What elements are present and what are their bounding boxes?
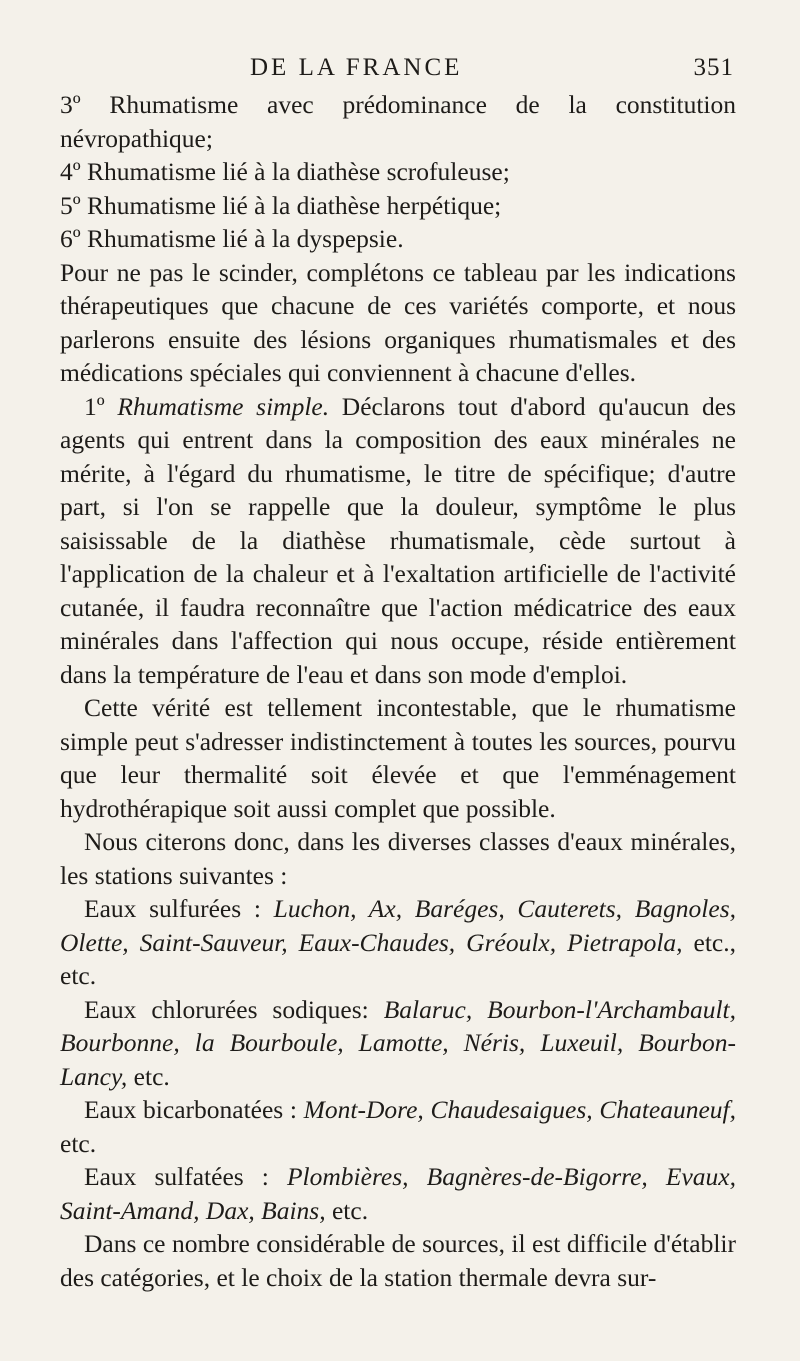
list-suffix: etc.	[331, 1195, 369, 1225]
water-class-label: Eaux sulfatées :	[84, 1162, 269, 1191]
list-suffix: etc.	[133, 1061, 170, 1091]
paragraph-rhumatisme-simple	[60, 390, 736, 692]
section-title: Rhumatisme simple.	[117, 391, 330, 421]
page-number: 351	[693, 54, 734, 81]
running-title: DE LA FRANCE	[250, 54, 463, 81]
station-list: Balaruc, Bourbon-l'Archambault, Bourbonne, la Bourboule, Lamotte, Néris, Luxeuil, Bourbon-Lancy,	[60, 994, 736, 1091]
paragraph-variety-3: 3º Rhumatisme avec prédominance de la constitution névropathique;	[60, 90, 736, 153]
paragraph-stations-intro: Nous citerons donc, dans les diverses classes d'eaux minérales, les stations suivantes :	[60, 827, 736, 890]
list-suffix: etc.	[60, 1128, 97, 1158]
section-number: 1º	[84, 391, 105, 421]
list-suffix: etc., etc.	[60, 927, 736, 990]
paragraph-eaux-sulfurees	[60, 892, 736, 993]
section-text: Déclarons tout d'abord qu'aucun des agents qui entrent dans la composition des eaux minérales ne mérite, à l'égard du rhumatisme, le titre de spécifique; d'autre part, si l'on se rappelle que la douleur, symptôme le plus saisissable de la diathèse rhumatismale, cède surtout à l'application de la chaleur et à l'exaltation artificielle de l'activité cutanée, il faudra reconnaître que l'action médicatrice des eaux minérales dans l'affection qui nous occupe, réside entièrement dans la température de l'eau et dans son mode d'emploi.	[60, 391, 736, 689]
paragraph-conclusion: Dans ce nombre considérable de sources, il est difficile d'établir des catégories, et le choix de la station thermale devra sur-	[60, 1229, 736, 1292]
paragraph-indications: Pour ne pas le scinder, complétons ce tableau par les indications thérapeutiques que chacune de ces variétés comporte, et nous parlerons ensuite des lésions organiques rhumatismales et des médications spéciales qui conviennent à chacune d'elles.	[60, 257, 736, 387]
page-body	[60, 88, 736, 1294]
paragraph-verite: Cette vérité est tellement incontestable, que le rhumatisme simple peut s'adresser indistinctement à toutes les sources, pourvu que leur thermalité soit élevée et que l'emménagement hydrothérapique soit aussi complet que possible.	[60, 693, 736, 823]
paragraph-variety-4: 4º Rhumatisme lié à la diathèse scrofuleuse;	[60, 157, 510, 186]
station-list: Mont-Dore, Chaudesaigues, Chateauneuf,	[303, 1095, 737, 1124]
paragraph-eaux-bicarbonatees	[60, 1093, 736, 1160]
station-list: Plombières, Bagnères-de-Bigorre, Evaux, Saint-Amand, Dax, Bains,	[60, 1162, 736, 1225]
water-class-label: Eaux chlorurées sodiques:	[84, 994, 369, 1024]
water-class-label: Eaux sulfurées :	[84, 894, 261, 923]
paragraph-variety-5: 5º Rhumatisme lié à la diathèse herpétique;	[60, 190, 502, 220]
running-header	[60, 52, 736, 88]
paragraph-eaux-chlorurees	[60, 993, 736, 1094]
paragraph-variety-6: 6º Rhumatisme lié à la dyspepsie.	[60, 224, 404, 253]
station-list: Luchon, Ax, Baréges, Cauterets, Bagnoles, Olette, Saint-Sauveur, Eaux-Chaudes, Gréoulx, Pietrapola,	[60, 894, 736, 957]
water-class-label: Eaux bicarbonatées :	[84, 1095, 297, 1124]
paragraph-eaux-sulfatees	[60, 1160, 736, 1227]
